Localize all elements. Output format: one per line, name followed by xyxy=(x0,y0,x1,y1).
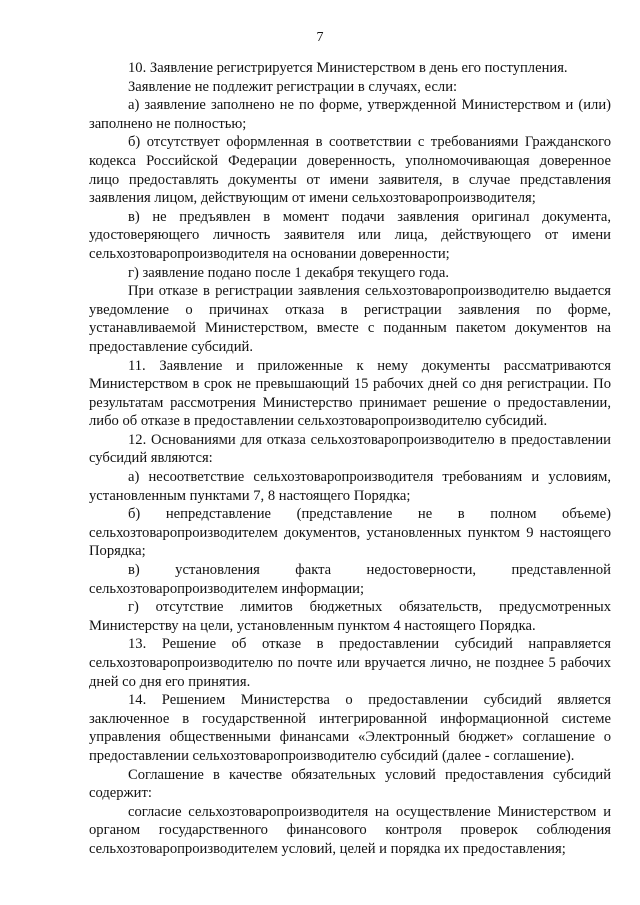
paragraph-denial-reason-b: б) отсутствует оформленная в соответствии с требованиями Гражданского кодекса Российской Федерации доверенность, уполномочивающая доверенное лицо предоставлять документы от имени заявителя, в случае представления заявления лицом, действующим от имени сельхозтоваропроизводителя; xyxy=(89,134,611,207)
paragraph-12: 12. Основаниями для отказа сельхозтоваропроизводителю в предоставлении субсидий являются: xyxy=(89,431,611,467)
paragraph-registration-denial-intro: Заявление не подлежит регистрации в случаях, если: xyxy=(128,78,458,95)
paragraph-denial-notice: При отказе в регистрации заявления сельхозтоваропроизводителю выдается уведомление о причинах отказа в регистрации заявления по форме, устанавливаемой Министерством, вместе с поданным пакетом документов на предоставление субсидий. xyxy=(89,283,611,355)
paragraph-consent: согласие сельхозтоваропроизводителя на осуществление Министерством и органом государственного финансового контроля проверок соблюдения сельхозтоваропроизводителем условий, целей и порядка их предоставления; xyxy=(89,803,611,857)
paragraph-denial-reason-v: в) не предъявлен в момент подачи заявления оригинал документа, удостоверяющего личность заявителя или лица, действующего от имени сельхозтоваропроизводителя на основании доверенности; xyxy=(89,208,611,262)
page-number: 7 xyxy=(316,30,324,45)
paragraph-11: 11. Заявление и приложенные к нему документы рассматриваются Министерством в срок не превышающий 15 рабочих дней со дня регистрации. По результатам рассмотрения Министерство принимает решение о предоставлении, либо об отказе в предоставлении сельхозтоваропроизводителю субсидий. xyxy=(89,357,611,430)
paragraph-agreement-conditions: Соглашение в качестве обязательных условий предоставления субсидий содержит: xyxy=(89,766,611,802)
paragraph-denial-reason-a: а) заявление заполнено не по форме, утвержденной Министерством и (или) заполнено не полностью; xyxy=(89,97,611,132)
paragraph-13: 13. Решение об отказе в предоставлении субсидий направляется сельхозтоваропроизводителю по почте или вручается лично, не позднее 5 рабочих дней со дня его принятия. xyxy=(89,636,611,690)
document-body xyxy=(89,59,611,859)
paragraph-14: 14. Решением Министерства о предоставлении субсидий является заключенное в государственной интегрированной информационной системе управления общественными финансами «Электронный бюджет» соглашение о предоставлении сельхозтоваропроизводителю субсидий (далее - соглашение). xyxy=(89,692,611,764)
paragraph-12-a: а) несоответствие сельхозтоваропроизводителя требованиям и условиям, установленным пунктами 7, 8 настоящего Порядка; xyxy=(89,469,611,504)
paragraph-12-v: в) установления факта недостоверности, представленной сельхозтоваропроизводителем информации; xyxy=(89,562,611,597)
paragraph-denial-reason-g: г) заявление подано после 1 декабря текущего года. xyxy=(128,264,449,281)
paragraph-12-g: г) отсутствие лимитов бюджетных обязательств, предусмотренных Министерству на цели, установленным пунктом 4 настоящего Порядка. xyxy=(89,599,611,634)
paragraph-10: 10. Заявление регистрируется Министерством в день его поступления. xyxy=(128,60,568,76)
paragraph-12-b: б) непредставление (представление не в полном объеме) сельхозтоваропроизводителем документов, установленных пунктом 9 настоящего Порядка; xyxy=(89,506,611,560)
